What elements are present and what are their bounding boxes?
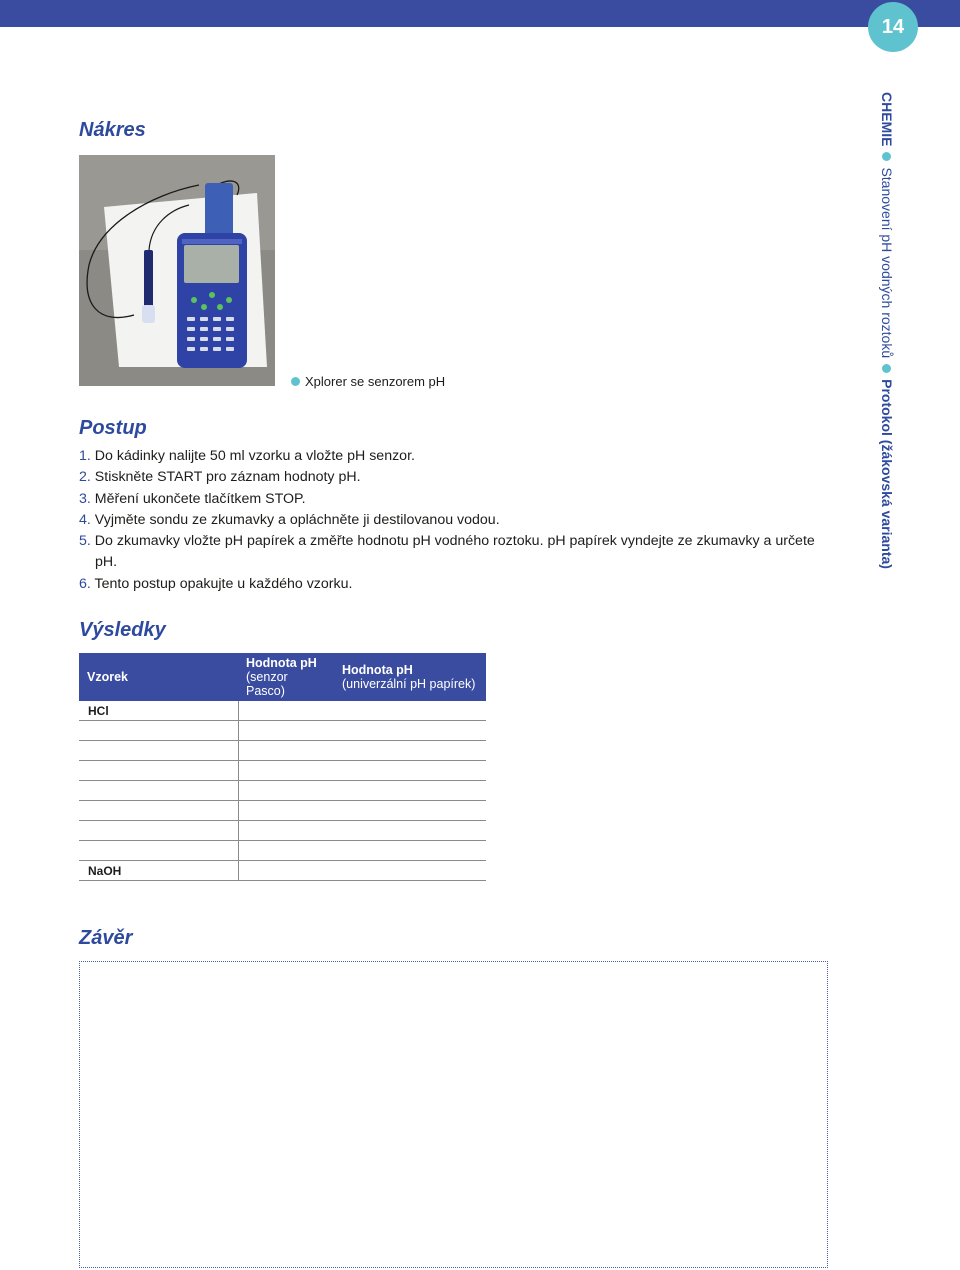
side-dot-icon	[883, 364, 892, 373]
step-item	[79, 510, 839, 531]
photo-caption	[291, 374, 445, 389]
procedure-steps	[79, 446, 839, 595]
side-topic: Stanovení pH vodných roztoků	[879, 167, 895, 359]
step-item	[79, 467, 839, 488]
table-row	[79, 721, 486, 741]
col-header-paper	[334, 653, 486, 701]
table-row	[79, 841, 486, 861]
sample-cell[interactable]: NaOH	[79, 861, 238, 881]
step-text: Stiskněte START pro záznam hodnoty pH.	[94, 469, 361, 486]
heading-vysledky: Výsledky	[79, 619, 166, 641]
conclusion-box[interactable]	[79, 961, 828, 1268]
table-row	[79, 701, 486, 721]
col-header-paper-title: Hodnota pH	[342, 663, 413, 677]
step-number: 2.	[79, 469, 91, 486]
value-cell[interactable]	[238, 821, 486, 841]
side-subject: CHEMIE	[879, 92, 895, 147]
photo-caption-text: Xplorer se senzorem pH	[305, 374, 446, 389]
value-cell[interactable]	[238, 761, 486, 781]
page-number-badge: 14	[868, 2, 918, 52]
xplorer-photo	[79, 155, 275, 386]
step-text: Vyjměte sondu ze zkumavky a opláchněte ji destilovanou vodou.	[94, 511, 500, 528]
value-cell[interactable]	[238, 741, 486, 761]
step-text: Do zkumavky vložte pH papírek a změřte hodnotu pH vodného roztoku. pH papírek vyndejte ze zkumavky a určete pH.	[94, 533, 815, 571]
top-bar	[0, 0, 960, 27]
table-row	[79, 781, 486, 801]
col-header-paper-sub: (univerzální pH papírek)	[342, 677, 476, 691]
bullet-dot-icon	[291, 377, 300, 386]
step-text: Do kádinky nalijte 50 ml vzorku a vložte pH senzor.	[94, 448, 415, 464]
table-row	[79, 801, 486, 821]
step-item	[79, 489, 839, 510]
step-number: 1.	[79, 448, 91, 464]
table-row	[79, 741, 486, 761]
value-cell[interactable]	[238, 841, 486, 861]
step-number: 6.	[79, 575, 91, 592]
table-row	[79, 821, 486, 841]
step-number: 3.	[79, 490, 91, 507]
step-text: Měření ukončete tlačítkem STOP.	[94, 490, 306, 507]
step-number: 4.	[79, 511, 91, 528]
col-header-sensor-sub: (senzor Pasco)	[246, 670, 288, 698]
results-header-row	[79, 653, 486, 701]
heading-zaver: Závěr	[79, 927, 133, 949]
sample-cell[interactable]	[79, 781, 238, 801]
sample-cell[interactable]	[79, 721, 238, 741]
sample-cell[interactable]	[79, 801, 238, 821]
sample-cell[interactable]: HCl	[79, 701, 238, 721]
sample-cell[interactable]	[79, 761, 238, 781]
value-cell[interactable]	[238, 781, 486, 801]
results-table	[79, 653, 486, 881]
step-item	[79, 531, 839, 574]
sample-cell[interactable]	[79, 841, 238, 861]
col-header-sensor	[238, 653, 334, 701]
step-item	[79, 574, 839, 595]
col-header-sensor-title: Hodnota pH	[246, 656, 317, 670]
heading-postup: Postup	[79, 417, 147, 439]
value-cell[interactable]	[238, 801, 486, 821]
side-running-title	[879, 92, 895, 569]
table-row	[79, 761, 486, 781]
step-number: 5.	[79, 533, 91, 550]
sample-cell[interactable]	[79, 821, 238, 841]
step-item	[79, 446, 839, 467]
table-row	[79, 861, 486, 881]
value-cell[interactable]	[238, 701, 486, 721]
sample-cell[interactable]	[79, 741, 238, 761]
col-header-sample: Vzorek	[79, 653, 238, 701]
side-variant: Protokol (žákovská varianta)	[879, 379, 895, 569]
step-text: Tento postup opakujte u každého vzorku.	[94, 575, 353, 592]
heading-nakres: Nákres	[79, 119, 146, 141]
value-cell[interactable]	[238, 721, 486, 741]
xplorer-photo-illustration	[79, 155, 275, 386]
side-dot-icon	[883, 152, 892, 161]
value-cell[interactable]	[238, 861, 486, 881]
